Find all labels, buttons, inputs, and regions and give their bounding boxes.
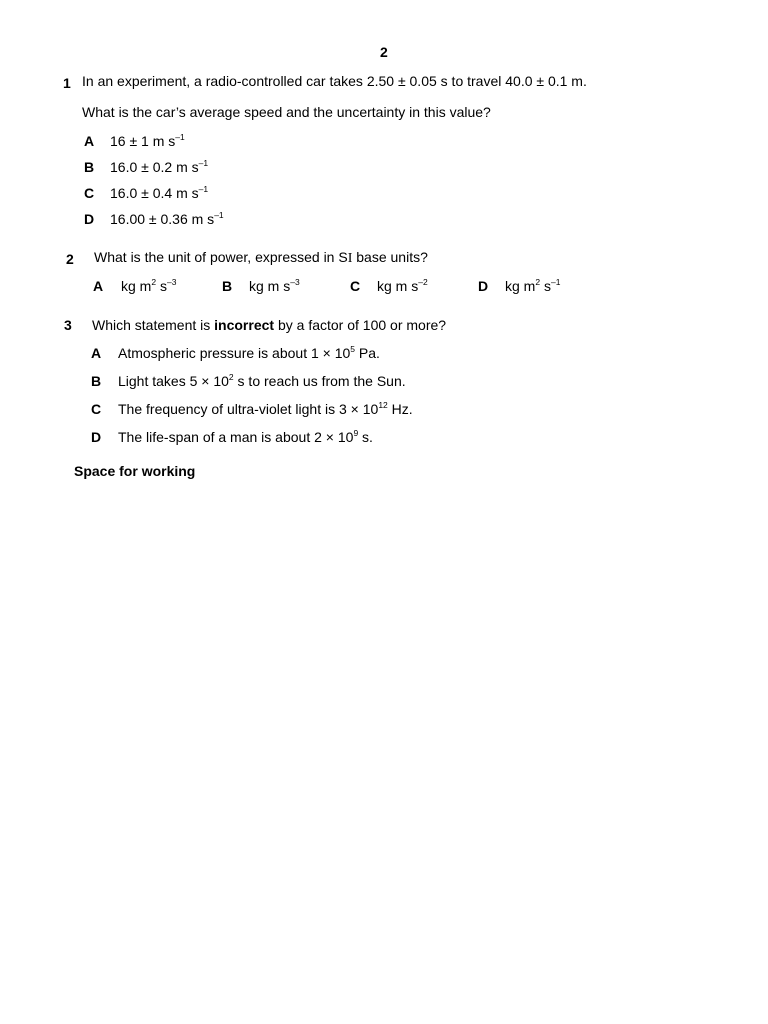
option-text: Atmospheric pressure is about $1 \times 10^5$ Pa. [118,344,380,361]
option-letter: A [84,133,95,149]
option-text: 16 ± 1 m $s^{-1}$ [110,132,185,149]
option-letter: B [91,373,102,389]
option-letter: C [84,185,95,201]
option-text: kg m $s^{-2}$ [377,277,428,294]
option-text: The frequency of ultra-violet light is $3 \times 10^{12}$ Hz. [118,400,413,417]
option-text: 16.00 ± 0.36 m $s^{-1}$ [110,210,224,227]
option-letter: B [222,278,233,294]
option-c [91,400,413,417]
option-text: kg m $s^{-3}$ [249,277,300,294]
option-d [84,210,224,227]
question-number: 2 [66,251,74,267]
option-letter: A [91,345,102,361]
option-text: kg $m^2$ $s^{-1}$ [505,277,561,294]
question-prompt: What is the car’s average speed and the uncertainty in this value? [82,104,491,120]
option-a [84,132,185,149]
option-b [91,372,406,389]
question-number: 3 [64,317,72,333]
option-text: kg $m^2$ $s^{-3}$ [121,277,177,294]
option-a [91,344,380,361]
option-text: 16.0 ± 0.4 m $s^{-1}$ [110,184,209,201]
question-stem: What is the unit of power, expressed in SI base units? [94,249,428,266]
option-letter: C [91,401,102,417]
question-number: 1 [63,75,71,91]
option-c [350,277,428,294]
option-d [91,428,373,445]
option-d [478,277,561,294]
option-text: 16.0 ± 0.2 m $s^{-1}$ [110,158,209,175]
option-text: The life-span of a man is about $2 \times 10^9$ s. [118,428,373,445]
option-letter: D [478,278,489,294]
question-stem: Which statement is incorrect by a factor of 100 or more? [92,317,447,333]
option-text: Light takes $5 \times 10^2$ s to reach us from the Sun. [118,372,406,389]
option-c [84,184,209,201]
option-letter: C [350,278,361,294]
option-letter: D [84,211,95,227]
option-letter: B [84,159,95,175]
page-number: 2 [380,44,388,60]
option-b [84,158,209,175]
option-letter: A [93,278,104,294]
option-a [93,277,177,294]
option-letter: D [91,429,102,445]
question-stem: In an experiment, a radio-controlled car takes 2.50 ± 0.05 s to travel 40.0 ± 0.1 m. [82,73,587,89]
space-for-working-label: Space for working [74,463,196,479]
option-b [222,277,300,294]
